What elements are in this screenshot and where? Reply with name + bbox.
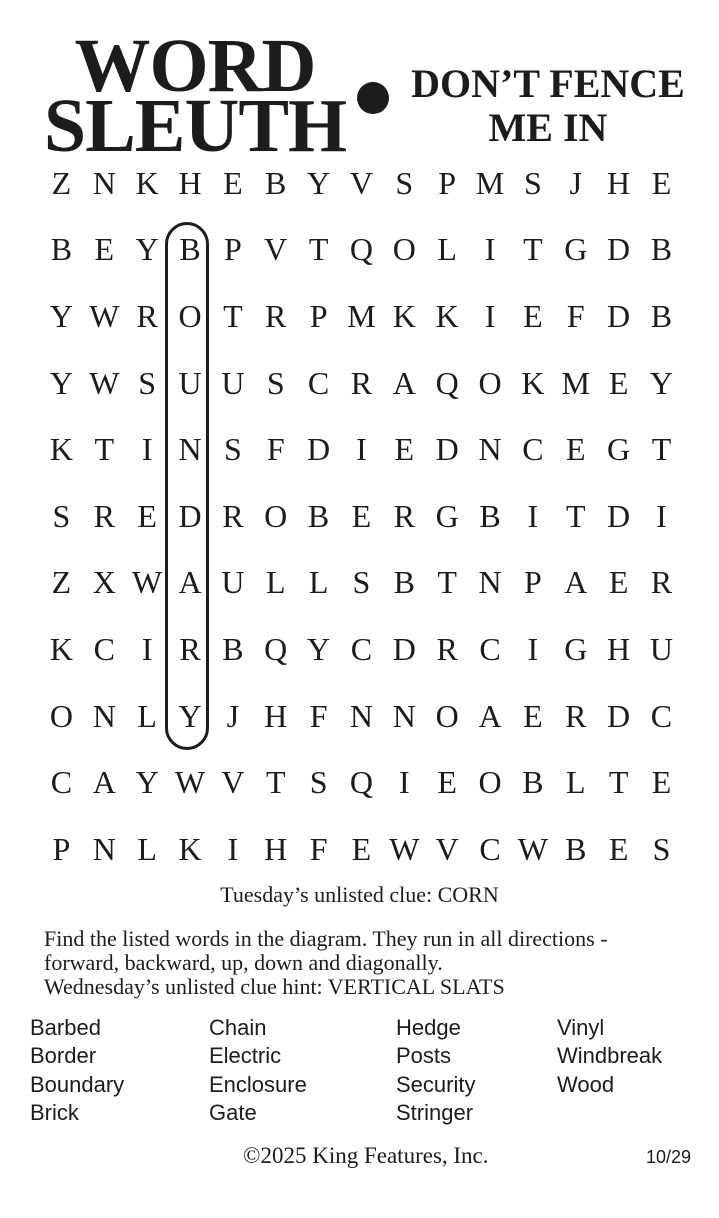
grid-letter: O [264, 497, 288, 534]
grid-letter: L [308, 564, 329, 601]
grid-letter: H [607, 164, 631, 201]
grid-letter: J [226, 697, 240, 734]
grid-letter: Y [649, 364, 674, 401]
grid-letter: B [565, 830, 587, 867]
grid-row [40, 749, 683, 816]
grid-letter: E [523, 297, 543, 334]
grid-letter: S [138, 364, 157, 401]
grid-letter: J [569, 164, 582, 201]
grid-letter: R [565, 697, 587, 734]
grid-letter: X [92, 564, 116, 601]
grid-letter: Z [51, 564, 72, 601]
grid-letter: Q [349, 764, 373, 801]
grid-letter: E [223, 164, 243, 201]
grid-letter: R [350, 364, 373, 401]
grid-letter: E [651, 764, 672, 801]
grid-letter: W [89, 297, 120, 334]
word-column-2 [209, 1014, 389, 1127]
grid-letter: F [266, 431, 285, 468]
instructions-line-2: forward, backward, up, down and diagonally. [44, 950, 443, 975]
grid-letter: E [394, 431, 415, 468]
grid-letter: N [349, 697, 373, 734]
grid-letter: E [351, 497, 372, 534]
grid-letter: B [50, 231, 73, 268]
example-answer-circle [165, 222, 209, 750]
grid-letter: I [398, 764, 410, 801]
word-column-4 [557, 1014, 719, 1099]
grid-letter: N [178, 431, 202, 468]
grid-letter: H [264, 830, 288, 867]
grid-row [40, 283, 683, 350]
grid-letter: H [607, 630, 631, 667]
grid-letter: V [221, 764, 245, 801]
grid-letter: C [350, 630, 373, 667]
grid-letter: B [522, 764, 544, 801]
word-item: Barbed [30, 1015, 101, 1040]
word-item: Boundary [30, 1071, 125, 1097]
grid-letter: B [650, 297, 673, 334]
grid-letter: T [565, 497, 586, 534]
word-item: Brick [30, 1099, 79, 1125]
grid-row [40, 816, 683, 883]
grid-letter: C [522, 431, 544, 468]
grid-letter: I [141, 630, 153, 667]
grid-letter: Q [435, 364, 459, 401]
grid-letter: T [523, 231, 543, 268]
grid-letter: I [527, 497, 539, 534]
grid-letter: C [650, 697, 673, 734]
grid-row [40, 550, 683, 617]
grid-letter: B [265, 164, 287, 201]
grid-letter: S [523, 164, 542, 201]
grid-letter: R [436, 630, 458, 667]
word-item: Gate [209, 1099, 257, 1125]
grid-letter: N [392, 697, 416, 734]
grid-letter: R [222, 497, 244, 534]
title-line-1: WORD [74, 24, 316, 108]
grid-letter: B [179, 231, 201, 268]
grid-letter: N [92, 830, 116, 867]
grid-letter: C [93, 630, 115, 667]
grid-letter: L [137, 697, 157, 734]
grid-letter: O [435, 697, 459, 734]
grid-letter: Y [307, 630, 331, 667]
grid-letter: I [656, 497, 667, 534]
grid-letter: T [308, 231, 329, 268]
grid-letter: F [309, 697, 328, 734]
grid-letter: B [307, 497, 330, 534]
grid-letter: E [608, 564, 629, 601]
grid-letter: U [221, 364, 245, 401]
grid-letter: N [478, 431, 502, 468]
puzzle-title [40, 24, 350, 168]
theme-line-2: ME IN [488, 105, 608, 150]
grid-letter: I [356, 431, 367, 468]
grid-letter: V [435, 830, 459, 867]
theme-line-1: DON’T FENCE [411, 61, 685, 106]
grid-letter: N [92, 164, 116, 201]
grid-letter: D [307, 431, 331, 468]
grid-letter: W [89, 364, 120, 401]
grid-letter: W [132, 564, 163, 601]
grid-letter: I [484, 231, 496, 268]
grid-letter: A [392, 364, 416, 401]
grid-letter: C [479, 630, 501, 667]
grid-letter: Y [178, 697, 202, 734]
grid-letter: E [565, 431, 586, 468]
grid-letter: I [527, 630, 539, 667]
word-item: Vinyl [557, 1015, 605, 1040]
grid-letter: C [50, 764, 73, 801]
grid-letter: B [393, 564, 415, 601]
grid-letter: P [52, 830, 71, 867]
previous-clue: Tuesday’s unlisted clue: CORN [220, 882, 499, 907]
word-column-3 [396, 1014, 576, 1127]
grid-letter: Q [264, 630, 288, 667]
grid-letter: I [484, 297, 496, 334]
grid-letter: Y [135, 231, 159, 268]
grid-letter: L [265, 564, 286, 601]
word-item: Security [396, 1071, 476, 1097]
grid-letter: S [266, 364, 285, 401]
grid-letter: P [309, 297, 328, 334]
grid-letter: I [141, 431, 153, 468]
grid-letter: F [566, 297, 585, 334]
grid-letter: E [651, 164, 672, 201]
grid-letter: M [475, 164, 505, 201]
word-item: Enclosure [209, 1071, 307, 1097]
grid-letter: W [517, 830, 548, 867]
grid-letter: T [94, 431, 115, 468]
grid-letter: E [94, 231, 115, 268]
grid-row [40, 150, 683, 217]
grid-letter: K [49, 431, 73, 468]
instructions [44, 927, 684, 999]
grid-letter: V [349, 164, 373, 201]
grid-letter: T [437, 564, 457, 601]
grid-letter: U [221, 564, 245, 601]
grid-letter: R [93, 497, 115, 534]
grid-letter: B [650, 231, 673, 268]
grid-row [40, 616, 683, 683]
grid-row [40, 217, 683, 284]
grid-letter: O [49, 697, 73, 734]
grid-letter: N [92, 697, 116, 734]
grid-letter: P [523, 564, 542, 601]
grid-letter: L [565, 764, 586, 801]
grid-letter: Y [49, 297, 73, 334]
grid-row [40, 416, 683, 483]
grid-row [40, 483, 683, 550]
grid-letter: I [227, 830, 239, 867]
grid-letter: O [478, 364, 502, 401]
grid-letter: M [561, 364, 590, 401]
grid-letter: G [564, 630, 588, 667]
grid-letter: B [479, 497, 501, 534]
word-item: Posts [396, 1043, 452, 1069]
grid-letter: R [265, 297, 287, 334]
grid-letter: Y [49, 364, 73, 401]
instructions-line-1: Find the listed words in the diagram. They run in all directions - [44, 926, 608, 951]
grid-letter: K [135, 164, 159, 201]
bullet-dot [357, 82, 389, 114]
grid-letter: F [309, 830, 328, 867]
grid-letter: W [174, 764, 206, 801]
grid-letter: S [652, 830, 671, 867]
grid-letter: V [264, 231, 288, 268]
grid-letter: H [264, 697, 288, 734]
grid-letter: E [608, 364, 629, 401]
theme-title [398, 62, 698, 150]
grid-letter: N [478, 564, 502, 601]
grid-letter: S [309, 764, 328, 801]
grid-letter: D [607, 231, 631, 268]
grid-letter: E [523, 697, 543, 734]
grid-letter: Z [51, 164, 72, 201]
word-column-1 [30, 1014, 210, 1127]
puzzle-date: 10/29 [646, 1147, 692, 1167]
grid-letter: G [435, 497, 459, 534]
grid-letter: L [137, 830, 157, 867]
word-item: Wood [557, 1071, 615, 1097]
grid-letter: A [178, 564, 202, 601]
grid-letter: A [564, 564, 588, 601]
grid-letter: U [649, 630, 674, 667]
grid-letter: K [178, 830, 202, 867]
copyright-notice: ©2025 King Features, Inc. [243, 1143, 489, 1168]
grid-letter: T [608, 764, 629, 801]
grid-letter: R [393, 497, 415, 534]
grid-letter: S [395, 164, 414, 201]
grid-letter: E [437, 764, 457, 801]
grid-letter: D [607, 697, 631, 734]
grid-letter: Q [349, 231, 373, 268]
grid-letter: E [608, 830, 629, 867]
word-item: Electric [209, 1043, 282, 1069]
grid-letter: D [392, 630, 416, 667]
grid-letter: K [49, 630, 73, 667]
grid-letter: T [651, 431, 672, 468]
grid-letter: R [650, 564, 673, 601]
grid-letter: K [392, 297, 416, 334]
word-item: Hedge [396, 1015, 461, 1040]
grid-row [40, 350, 683, 417]
grid-letter: A [478, 697, 502, 734]
grid-row [40, 683, 683, 750]
grid-letter: W [389, 830, 420, 867]
grid-letter: P [223, 231, 242, 268]
word-item: Border [30, 1043, 97, 1069]
grid-letter: G [607, 431, 631, 468]
word-item: Windbreak [557, 1043, 663, 1069]
grid-letter: L [437, 231, 457, 268]
grid-letter: O [478, 764, 502, 801]
grid-letter: B [222, 630, 244, 667]
grid-letter: C [307, 364, 330, 401]
word-item: Chain [209, 1015, 267, 1040]
grid-letter: E [137, 497, 157, 534]
grid-letter: S [223, 431, 242, 468]
grid-letter: Y [135, 764, 159, 801]
grid-letter: S [352, 564, 371, 601]
instructions-line-3: Wednesday’s unlisted clue hint: VERTICAL SLATS [44, 974, 505, 999]
grid-letter: A [92, 764, 116, 801]
grid-letter: M [347, 297, 376, 334]
grid-letter: D [435, 431, 459, 468]
title-line-2: SLEUTH [43, 84, 347, 168]
grid-letter: Y [307, 164, 331, 201]
letter-grid [40, 150, 683, 883]
grid-letter: D [178, 497, 202, 534]
grid-letter: D [607, 297, 631, 334]
grid-letter: C [479, 830, 501, 867]
grid-letter: H [178, 164, 202, 201]
grid-letter: R [136, 297, 158, 334]
grid-letter: P [438, 164, 457, 201]
grid-letter: R [179, 630, 201, 667]
grid-letter: D [607, 497, 631, 534]
grid-letter: K [435, 297, 459, 334]
grid-letter: O [392, 231, 416, 268]
grid-letter: O [178, 297, 202, 334]
grid-letter: U [178, 364, 202, 401]
grid-letter: T [223, 297, 243, 334]
word-item: Stringer [396, 1099, 474, 1125]
grid-letter: E [351, 830, 372, 867]
grid-letter: T [265, 764, 286, 801]
grid-letter: S [52, 497, 71, 534]
grid-letter: K [521, 364, 545, 401]
grid-letter: G [564, 231, 588, 268]
